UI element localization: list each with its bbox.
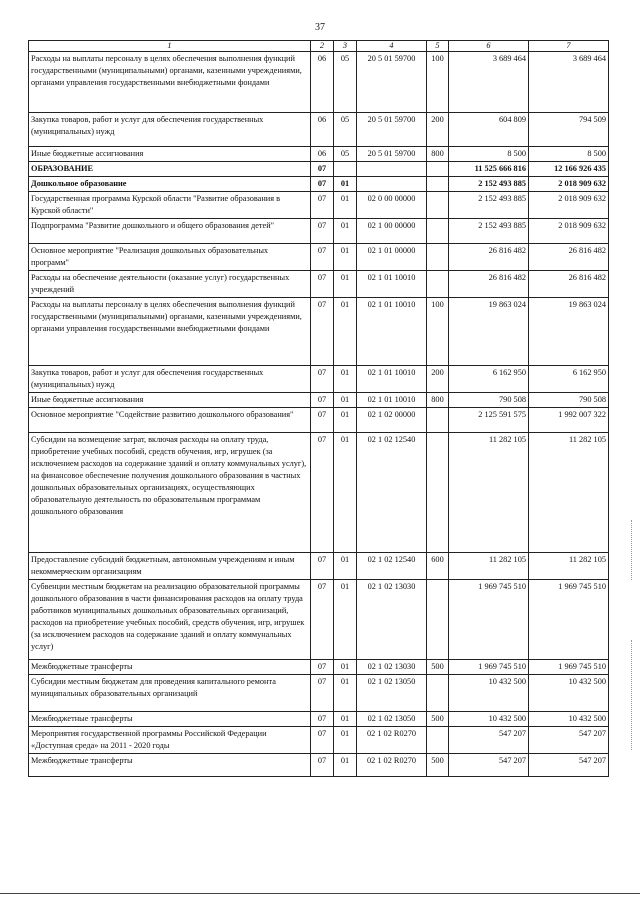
row-csr: 02 1 02 12540 xyxy=(357,553,427,580)
row-rz: 07 xyxy=(311,298,334,366)
row-rz: 07 xyxy=(311,553,334,580)
table-row xyxy=(29,298,609,366)
row-vr: 500 xyxy=(427,660,449,675)
row-vr: 800 xyxy=(427,393,449,408)
table-row xyxy=(29,147,609,162)
scan-margin-marks xyxy=(631,520,634,580)
row-rz: 07 xyxy=(311,433,334,553)
row-amount-2021: 6 162 950 xyxy=(529,366,609,393)
row-name: Межбюджетные трансферты xyxy=(29,660,311,675)
row-csr: 02 1 02 12540 xyxy=(357,433,427,553)
row-name: Государственная программа Курской области "Развитие образования в Курской области" xyxy=(29,192,311,219)
row-amount-2021: 794 509 xyxy=(529,113,609,147)
row-pr: 01 xyxy=(334,553,357,580)
row-amount-2020: 547 207 xyxy=(449,754,529,777)
row-amount-2021: 1 992 007 322 xyxy=(529,408,609,433)
row-name: Расходы на выплаты персоналу в целях обеспечения выполнения функций государственными (муниципальными) органами, казенными учреждениями, органами управления государственными внебюджетными фондами xyxy=(29,52,311,113)
row-vr: 200 xyxy=(427,366,449,393)
row-rz: 07 xyxy=(311,727,334,754)
row-pr: 01 xyxy=(334,271,357,298)
row-vr xyxy=(427,580,449,660)
table-row xyxy=(29,433,609,553)
row-vr: 200 xyxy=(427,113,449,147)
row-amount-2020: 3 689 464 xyxy=(449,52,529,113)
row-csr: 20 5 01 59700 xyxy=(357,52,427,113)
row-name: Субсидии местным бюджетам для проведения капитального ремонта муниципальных образовательных организаций xyxy=(29,675,311,712)
row-amount-2021: 12 166 926 435 xyxy=(529,162,609,177)
header-row xyxy=(29,41,609,52)
row-pr: 01 xyxy=(334,580,357,660)
table-row xyxy=(29,52,609,113)
row-name: Основное мероприятие "Реализация дошкольных образовательных программ" xyxy=(29,244,311,271)
row-csr: 02 1 02 R0270 xyxy=(357,754,427,777)
row-rz: 07 xyxy=(311,712,334,727)
table-row xyxy=(29,113,609,147)
row-pr: 01 xyxy=(334,712,357,727)
row-csr: 02 1 01 10010 xyxy=(357,271,427,298)
row-csr: 02 1 02 00000 xyxy=(357,408,427,433)
row-amount-2021: 2 018 909 632 xyxy=(529,219,609,244)
row-vr xyxy=(427,162,449,177)
header-cell: 2 xyxy=(311,41,334,52)
scan-margin-marks xyxy=(631,640,634,750)
row-pr: 01 xyxy=(334,433,357,553)
row-csr: 02 0 00 00000 xyxy=(357,192,427,219)
row-vr: 500 xyxy=(427,754,449,777)
row-amount-2020: 2 152 493 885 xyxy=(449,177,529,192)
row-csr: 02 1 02 R0270 xyxy=(357,727,427,754)
row-csr: 02 1 02 13050 xyxy=(357,675,427,712)
header-cell: 7 xyxy=(529,41,609,52)
table-row xyxy=(29,675,609,712)
row-amount-2020: 11 282 105 xyxy=(449,433,529,553)
row-rz: 07 xyxy=(311,271,334,298)
row-pr: 01 xyxy=(334,408,357,433)
row-rz: 07 xyxy=(311,580,334,660)
row-pr: 01 xyxy=(334,177,357,192)
row-csr: 02 1 00 00000 xyxy=(357,219,427,244)
row-rz: 06 xyxy=(311,147,334,162)
row-vr xyxy=(427,433,449,553)
row-rz: 07 xyxy=(311,366,334,393)
row-csr: 02 1 02 13030 xyxy=(357,580,427,660)
row-pr: 01 xyxy=(334,366,357,393)
table-row xyxy=(29,244,609,271)
row-name: Расходы на обеспечение деятельности (оказание услуг) государственных учреждений xyxy=(29,271,311,298)
row-csr: 20 5 01 59700 xyxy=(357,113,427,147)
table-row xyxy=(29,712,609,727)
row-amount-2020: 26 816 482 xyxy=(449,244,529,271)
row-amount-2020: 2 152 493 885 xyxy=(449,192,529,219)
row-rz: 07 xyxy=(311,754,334,777)
row-vr: 100 xyxy=(427,298,449,366)
row-vr xyxy=(427,727,449,754)
row-pr: 01 xyxy=(334,660,357,675)
row-pr: 01 xyxy=(334,192,357,219)
row-csr: 02 1 01 00000 xyxy=(357,244,427,271)
row-name: Субвенции местным бюджетам на реализацию образовательной программы дошкольного образования в части финансирования расходов на оплату труда работников муниципальных дошкольных образовательных организаций, расходов на приобретение учебных пособий, средств обучения, игр, игрушек (за исключением расходов на содержание зданий и оплату коммунальных услуг) xyxy=(29,580,311,660)
row-pr: 05 xyxy=(334,113,357,147)
row-amount-2021: 19 863 024 xyxy=(529,298,609,366)
row-amount-2021: 26 816 482 xyxy=(529,244,609,271)
row-amount-2021: 2 018 909 632 xyxy=(529,192,609,219)
header-cell: 3 xyxy=(334,41,357,52)
row-rz: 06 xyxy=(311,113,334,147)
row-vr xyxy=(427,177,449,192)
table-row xyxy=(29,754,609,777)
row-rz: 07 xyxy=(311,192,334,219)
row-pr: 01 xyxy=(334,244,357,271)
header-cell: 1 xyxy=(29,41,311,52)
row-csr: 02 1 01 10010 xyxy=(357,298,427,366)
row-name: Иные бюджетные ассигнования xyxy=(29,147,311,162)
row-name: Межбюджетные трансферты xyxy=(29,712,311,727)
row-amount-2020: 6 162 950 xyxy=(449,366,529,393)
row-name: Подпрограмма "Развитие дошкольного и общего образования детей" xyxy=(29,219,311,244)
row-vr: 600 xyxy=(427,553,449,580)
row-amount-2021: 11 282 105 xyxy=(529,433,609,553)
row-name: Закупка товаров, работ и услуг для обеспечения государственных (муниципальных) нужд xyxy=(29,366,311,393)
row-name: Закупка товаров, работ и услуг для обеспечения государственных (муниципальных) нужд xyxy=(29,113,311,147)
row-vr xyxy=(427,675,449,712)
row-amount-2021: 8 500 xyxy=(529,147,609,162)
row-amount-2020: 1 969 745 510 xyxy=(449,660,529,675)
row-amount-2020: 1 969 745 510 xyxy=(449,580,529,660)
row-pr: 01 xyxy=(334,298,357,366)
table-row xyxy=(29,660,609,675)
row-name: Мероприятия государственной программы Российской Федерации «Доступная среда» на 2011 - 2020 годы xyxy=(29,727,311,754)
row-vr xyxy=(427,244,449,271)
row-pr xyxy=(334,162,357,177)
row-amount-2020: 2 152 493 885 xyxy=(449,219,529,244)
page-number: 37 xyxy=(315,22,325,33)
row-rz: 07 xyxy=(311,244,334,271)
row-pr: 01 xyxy=(334,393,357,408)
row-vr xyxy=(427,192,449,219)
row-amount-2020: 10 432 500 xyxy=(449,712,529,727)
row-vr: 100 xyxy=(427,52,449,113)
row-name: ОБРАЗОВАНИЕ xyxy=(29,162,311,177)
row-amount-2020: 10 432 500 xyxy=(449,675,529,712)
row-pr: 01 xyxy=(334,675,357,712)
table-row xyxy=(29,162,609,177)
row-amount-2021: 3 689 464 xyxy=(529,52,609,113)
table-row xyxy=(29,553,609,580)
row-vr xyxy=(427,271,449,298)
row-rz: 07 xyxy=(311,177,334,192)
row-rz: 07 xyxy=(311,162,334,177)
row-vr xyxy=(427,219,449,244)
row-amount-2020: 8 500 xyxy=(449,147,529,162)
row-csr: 02 1 02 13030 xyxy=(357,660,427,675)
row-csr xyxy=(357,177,427,192)
table-row xyxy=(29,219,609,244)
row-rz: 07 xyxy=(311,660,334,675)
scan-edge-line xyxy=(0,893,640,894)
row-amount-2020: 790 508 xyxy=(449,393,529,408)
row-pr: 05 xyxy=(334,147,357,162)
row-name: Расходы на выплаты персоналу в целях обеспечения выполнения функций государственными (муниципальными) органами, казенными учреждениями, органами управления государственными внебюджетными фондами xyxy=(29,298,311,366)
row-csr xyxy=(357,162,427,177)
row-amount-2021: 11 282 105 xyxy=(529,553,609,580)
row-amount-2020: 11 282 105 xyxy=(449,553,529,580)
row-amount-2020: 2 125 591 575 xyxy=(449,408,529,433)
row-vr xyxy=(427,408,449,433)
table-row xyxy=(29,408,609,433)
row-csr: 02 1 02 13050 xyxy=(357,712,427,727)
row-amount-2021: 26 816 482 xyxy=(529,271,609,298)
row-amount-2021: 1 969 745 510 xyxy=(529,660,609,675)
row-vr: 500 xyxy=(427,712,449,727)
table-row xyxy=(29,192,609,219)
row-name: Предоставление субсидий бюджетным, автономным учреждениям и иным некоммерческим организациям xyxy=(29,553,311,580)
row-pr: 05 xyxy=(334,52,357,113)
row-pr: 01 xyxy=(334,754,357,777)
row-rz: 07 xyxy=(311,393,334,408)
row-pr: 01 xyxy=(334,727,357,754)
row-amount-2021: 10 432 500 xyxy=(529,675,609,712)
row-name: Субсидии на возмещение затрат, включая расходы на оплату труда, приобретение учебных пособий, средств обучения, игр, игрушек (за исключением расходов на содержание зданий и оплату коммунальных услуг), на финансовое обеспечение получения дошкольного образования в частных дошкольных образовательных организациях, осуществляющих образовательную деятельность по образовательным программам дошкольного образования xyxy=(29,433,311,553)
row-pr: 01 xyxy=(334,219,357,244)
row-rz: 07 xyxy=(311,408,334,433)
table-row xyxy=(29,177,609,192)
table-row xyxy=(29,271,609,298)
table-row xyxy=(29,393,609,408)
row-rz: 07 xyxy=(311,675,334,712)
row-amount-2021: 547 207 xyxy=(529,727,609,754)
row-amount-2021: 547 207 xyxy=(529,754,609,777)
header-cell: 6 xyxy=(449,41,529,52)
row-amount-2021: 10 432 500 xyxy=(529,712,609,727)
row-vr: 800 xyxy=(427,147,449,162)
row-name: Дошкольное образование xyxy=(29,177,311,192)
row-amount-2021: 2 018 909 632 xyxy=(529,177,609,192)
row-amount-2021: 790 508 xyxy=(529,393,609,408)
row-amount-2020: 19 863 024 xyxy=(449,298,529,366)
row-csr: 02 1 01 10010 xyxy=(357,366,427,393)
row-name: Межбюджетные трансферты xyxy=(29,754,311,777)
row-amount-2020: 604 809 xyxy=(449,113,529,147)
row-csr: 02 1 01 10010 xyxy=(357,393,427,408)
row-rz: 07 xyxy=(311,219,334,244)
budget-table xyxy=(28,40,609,777)
row-amount-2020: 11 525 666 816 xyxy=(449,162,529,177)
row-rz: 06 xyxy=(311,52,334,113)
table-row xyxy=(29,580,609,660)
table-row xyxy=(29,727,609,754)
row-amount-2020: 26 816 482 xyxy=(449,271,529,298)
row-amount-2021: 1 969 745 510 xyxy=(529,580,609,660)
row-name: Иные бюджетные ассигнования xyxy=(29,393,311,408)
header-cell: 4 xyxy=(357,41,427,52)
row-amount-2020: 547 207 xyxy=(449,727,529,754)
header-cell: 5 xyxy=(427,41,449,52)
table-row xyxy=(29,366,609,393)
row-csr: 20 5 01 59700 xyxy=(357,147,427,162)
row-name: Основное мероприятие "Содействие развитию дошкольного образования" xyxy=(29,408,311,433)
